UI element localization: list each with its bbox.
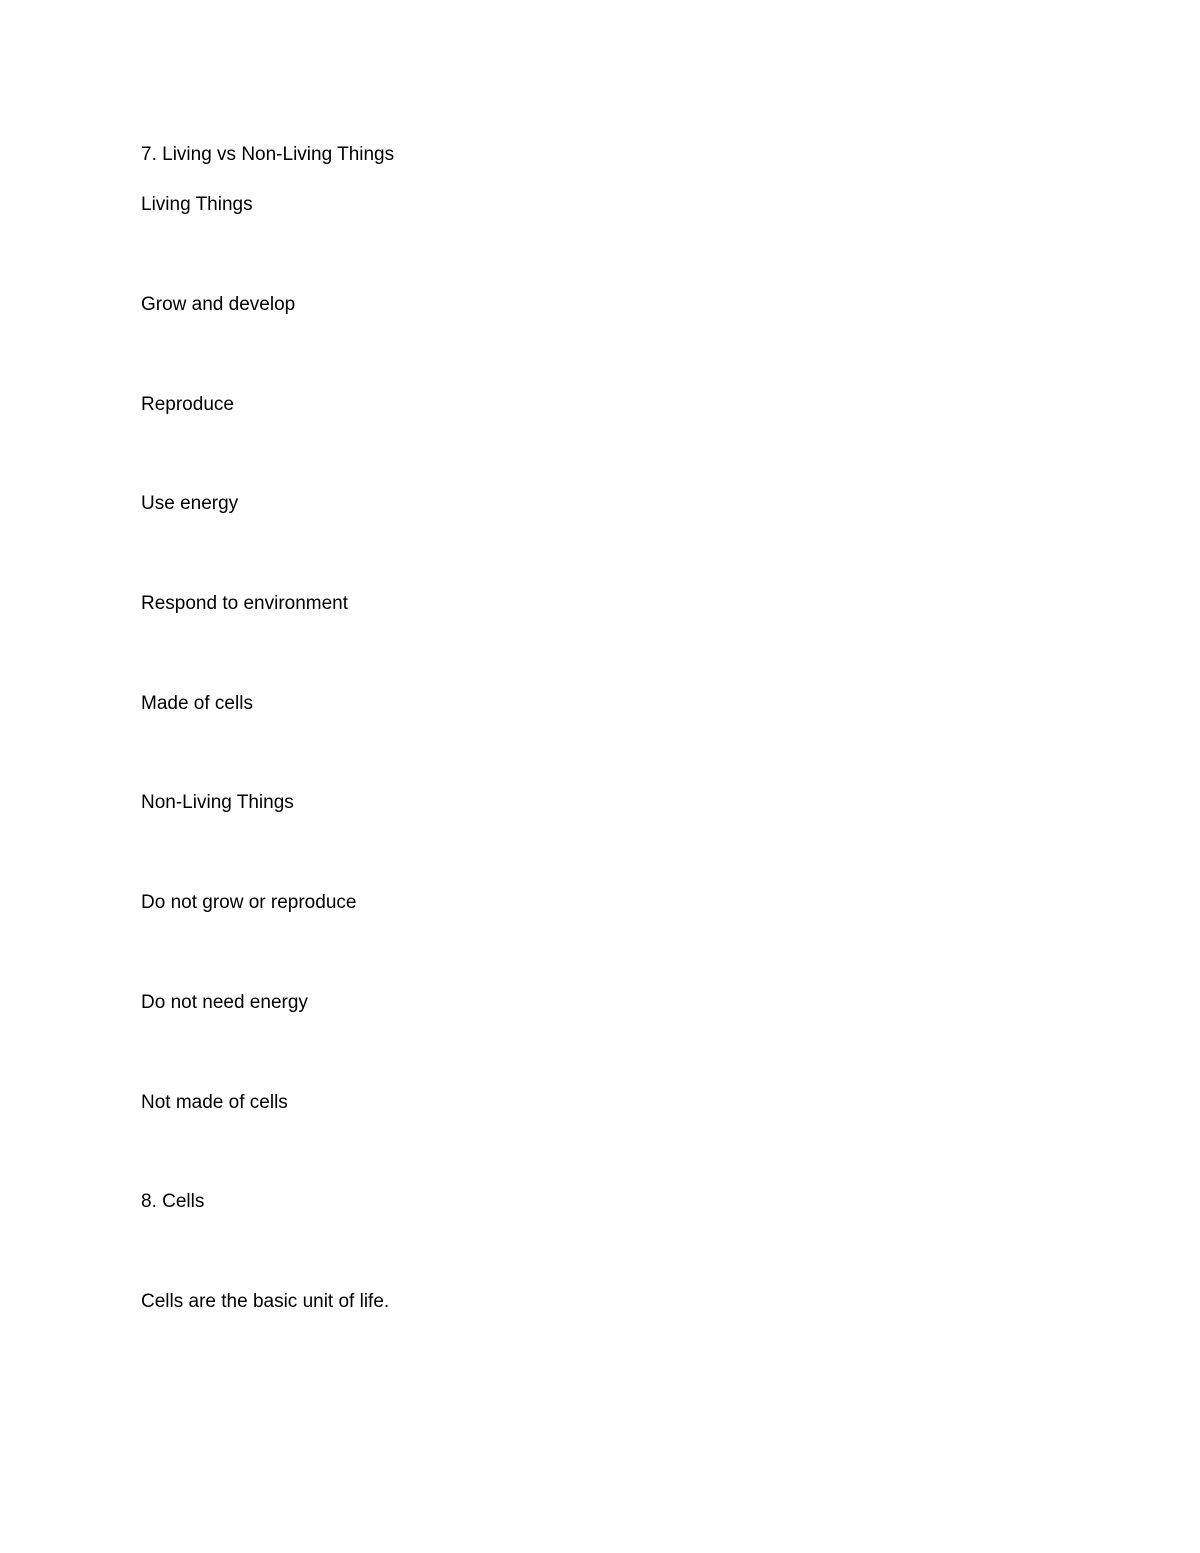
nonliving-item: Do not grow or reproduce	[141, 892, 357, 913]
living-item: Use energy	[141, 493, 239, 514]
living-item: Reproduce	[141, 394, 234, 415]
living-item: Respond to environment	[141, 593, 349, 614]
section-heading-cells: 8. Cells	[141, 1191, 205, 1212]
living-item: Made of cells	[141, 693, 253, 714]
subheading-living-things: Living Things	[141, 194, 253, 215]
section-heading-living-vs-nonliving: 7. Living vs Non-Living Things	[141, 144, 395, 165]
nonliving-item: Not made of cells	[141, 1092, 288, 1113]
subheading-nonliving-things: Non-Living Things	[141, 792, 294, 813]
cells-statement: Cells are the basic unit of life.	[141, 1291, 390, 1312]
living-item: Grow and develop	[141, 294, 296, 315]
nonliving-item: Do not need energy	[141, 992, 308, 1013]
